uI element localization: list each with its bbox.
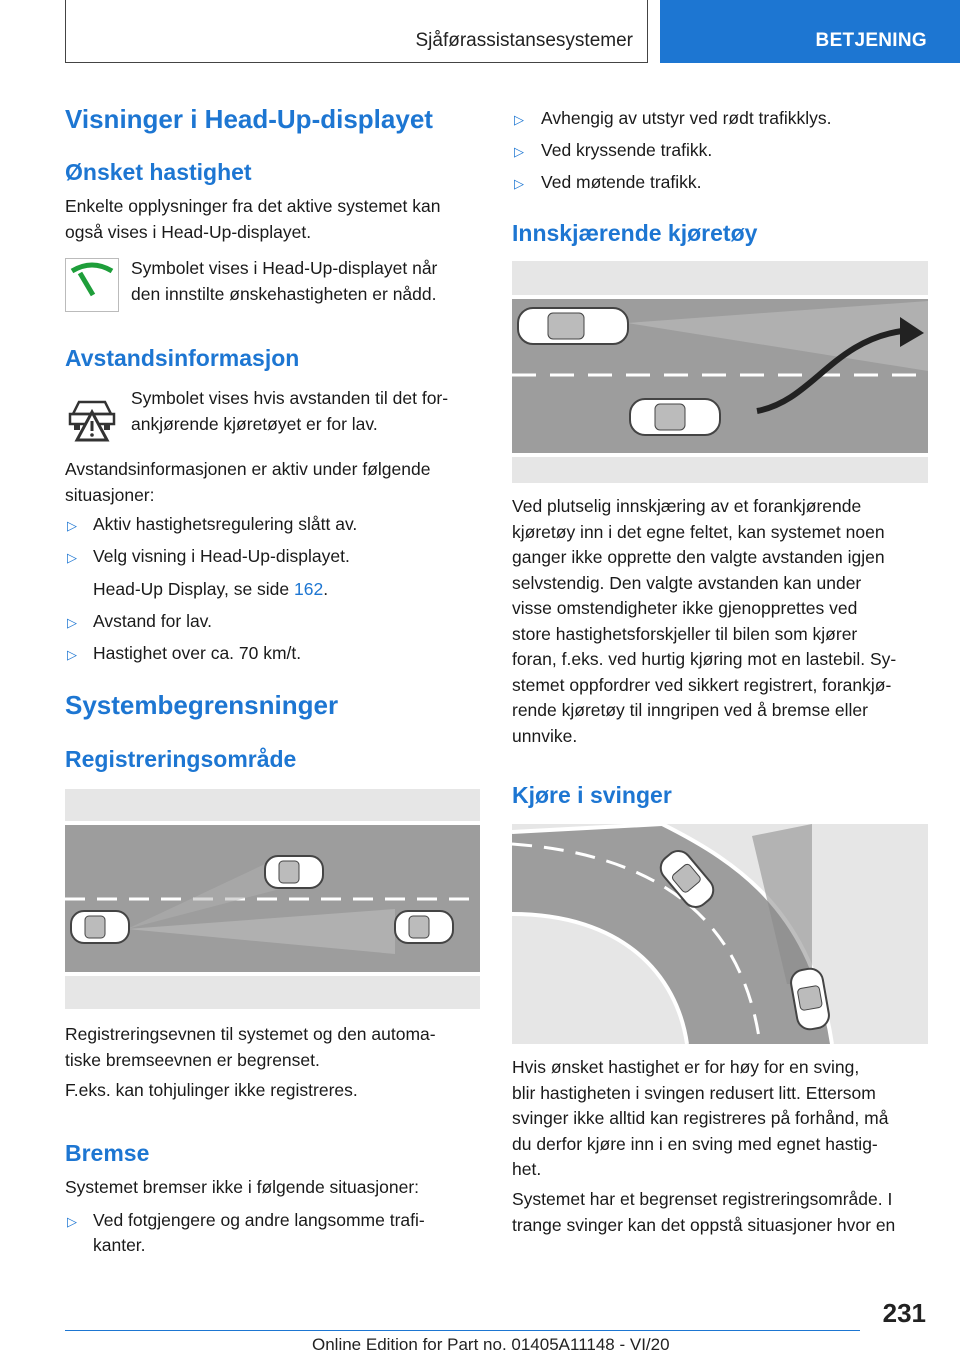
car-icon [71,911,129,943]
paragraph-curves-range: Systemet har et begrenset registreringsområde. I trange svinger kan det oppstå situasjoner hvor en [512,1189,896,1235]
list-item: Ved møtende trafikk. [541,172,702,192]
heading-system-limits: Systembegrensninger [65,690,339,720]
paragraph-range: Registreringsevnen til systemet og den automa- tiske bremseevnen er begrenset. [65,1024,436,1070]
heading-brake: Bremse [65,1140,150,1166]
header-section-title: Sjåførassistansesystemer [415,30,633,51]
car-icon [630,399,720,435]
car-icon [395,911,453,943]
bullet-triangle-icon: ▷ [67,518,77,533]
bullet-triangle-icon: ▷ [67,550,77,565]
heading-cut-in-vehicle: Innskjærende kjøretøy [512,220,758,246]
curve-illustration [512,824,928,1044]
detection-range-illustration [65,789,480,1009]
car-icon [518,308,628,344]
paragraph-range-example: F.eks. kan tohjulinger ikke registreres. [65,1080,358,1100]
paragraph-cut-in: Ved plutselig innskjæring av et forankjørende kjøretøy inn i det egne feltet, kan systemet noen ganger ikke opprette den valgte avstanden igjen selvstendig. Den valgte avstanden kan under visse omstendigheter ikke gjenopprettes ved store hastighetsforskjeller til bilen som kjører foran, f.eks. ved hurtig kjøring mot en lastebil. Sy- stemet oppfordrer ved sikkert registrert, forankjø- rende kjøretøy til inngripen ved å bremse eller unnvike. [512,496,897,746]
list-item: Ved fotgjengere og andre langsomme trafi- kanter. [93,1210,425,1255]
list-item: Velg visning i Head-Up-displayet. [93,546,350,566]
bullet-triangle-icon: ▷ [514,176,524,191]
heading-display: Visninger i Head-Up-displayet [65,104,433,134]
bullet-triangle-icon: ▷ [67,1214,77,1229]
header-section-box [65,0,648,63]
bullet-triangle-icon: ▷ [67,647,77,662]
paragraph-speed-symbol: Symbolet vises i Head-Up-displayet når den innstilte ønskehastigheten er nådd. [131,258,438,304]
distance-warning-icon [65,392,119,442]
paragraph-distance-active: Avstandsinformasjonen er aktiv under følgende situasjoner: [65,459,431,505]
bullet-triangle-icon: ▷ [514,144,524,159]
paragraph-distance-symbol: Symbolet vises hvis avstanden til det for- ankjørende kjøretøyet er for lav. [131,388,449,434]
bullet-triangle-icon: ▷ [514,112,524,127]
heading-desired-speed: Ønsket hastighet [65,159,252,185]
speed-reached-icon [65,258,119,312]
list-item: Aktiv hastighetsregulering slått av. [93,514,358,534]
heading-driving-curves: Kjøre i svinger [512,782,672,808]
list-item: Hastighet over ca. 70 km/t. [93,643,302,663]
header-chapter-title: BETJENING [815,30,927,51]
header-chapter-box [660,0,960,63]
cut-in-illustration [512,261,928,483]
list-item: Ved kryssende trafikk. [541,140,713,160]
page-number: 231 [882,1298,926,1328]
list-item: Avstand for lav. [93,611,212,631]
paragraph-curves: Hvis ønsket hastighet er for høy for en sving, blir hastigheten i svingen redusert litt. Ettersom svinger ikke alltid kan registreres på forhånd, må du derfor kjøre inn i en sving med egnet hastig- het. [512,1057,889,1179]
footer-edition: Online Edition for Part no. 01405A11148 - VI/20 [312,1335,670,1354]
paragraph-brake: Systemet bremser ikke i følgende situasjoner: [65,1177,420,1197]
page-link-162[interactable]: 162 [294,579,324,599]
heading-detection-range: Registreringsområde [65,746,297,772]
heading-distance-info: Avstandsinformasjon [65,345,300,371]
list-item-subtext: Head-Up Display, se side 162. [93,579,329,599]
list-item: Avhengig av utstyr ved rødt trafikklys. [541,108,832,128]
paragraph-speed: Enkelte opplysninger fra det aktive systemet kan også vises i Head-Up-displayet. [65,196,441,242]
car-icon [265,856,323,888]
bullet-triangle-icon: ▷ [67,615,77,630]
footer-divider [65,1330,860,1331]
